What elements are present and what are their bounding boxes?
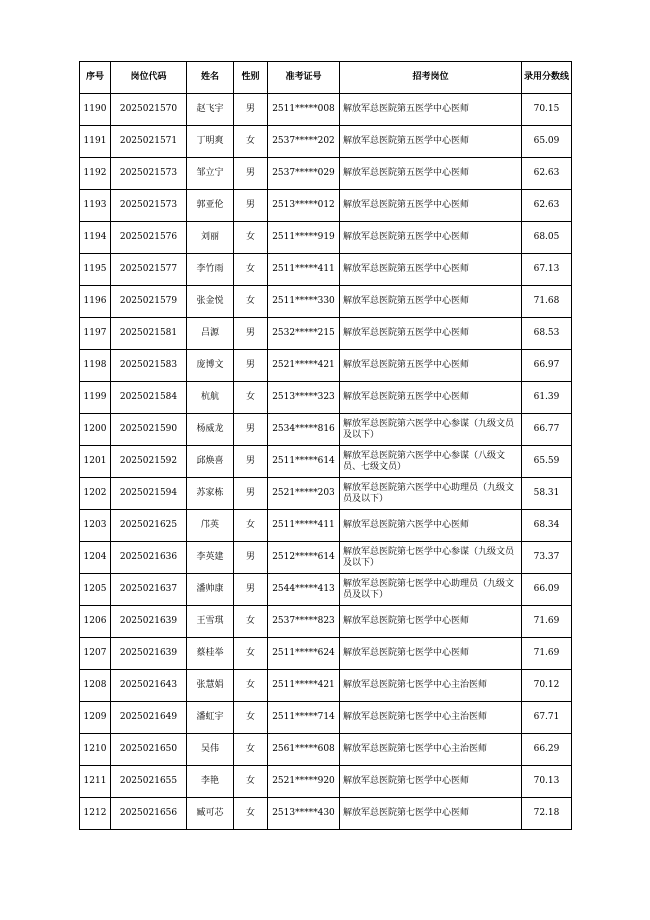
gender-cell: 男 (234, 350, 268, 382)
post-cell: 解放军总医院第七医学中心医师 (340, 606, 522, 638)
exam-id-cell: 2521*****920 (268, 766, 340, 798)
post-cell: 解放军总医院第七医学中心医师 (340, 638, 522, 670)
name-cell: 潘帅康 (187, 574, 234, 606)
name-cell: 吕源 (187, 318, 234, 350)
exam-id-cell: 2511*****624 (268, 638, 340, 670)
name-cell: 潘虹宇 (187, 702, 234, 734)
table-row (80, 798, 572, 830)
name-cell: 庞博文 (187, 350, 234, 382)
table-row (80, 382, 572, 414)
post-cell: 解放军总医院第七医学中心主治医师 (340, 670, 522, 702)
gender-cell: 女 (234, 510, 268, 542)
score-cell: 70.15 (522, 94, 572, 126)
name-cell: 王雪琪 (187, 606, 234, 638)
exam-id-cell: 2511*****330 (268, 286, 340, 318)
name-cell: 杨威龙 (187, 414, 234, 446)
exam-id-cell: 2532*****215 (268, 318, 340, 350)
score-cell: 66.77 (522, 414, 572, 446)
serial-cell: 1203 (80, 510, 111, 542)
score-cell: 68.05 (522, 222, 572, 254)
post-code-cell: 2025021571 (111, 126, 187, 158)
gender-cell: 男 (234, 446, 268, 478)
exam-id-cell: 2513*****323 (268, 382, 340, 414)
post-code-cell: 2025021573 (111, 158, 187, 190)
table-row (80, 702, 572, 734)
score-cell: 67.13 (522, 254, 572, 286)
serial-cell: 1195 (80, 254, 111, 286)
post-code-cell: 2025021581 (111, 318, 187, 350)
gender-cell: 男 (234, 190, 268, 222)
post-code-cell: 2025021594 (111, 478, 187, 510)
table-row (80, 158, 572, 190)
table-row (80, 670, 572, 702)
post-code-cell: 2025021570 (111, 94, 187, 126)
post-cell: 解放军总医院第七医学中心助理员（九级文员及以下） (340, 574, 522, 606)
name-cell: 刘丽 (187, 222, 234, 254)
serial-cell: 1210 (80, 734, 111, 766)
table-row (80, 222, 572, 254)
post-cell: 解放军总医院第五医学中心医师 (340, 254, 522, 286)
header-exam-id: 准考证号 (268, 62, 340, 94)
exam-id-cell: 2511*****411 (268, 254, 340, 286)
table-row (80, 414, 572, 446)
table-row (80, 126, 572, 158)
post-code-cell: 2025021639 (111, 638, 187, 670)
table-row (80, 606, 572, 638)
gender-cell: 女 (234, 638, 268, 670)
serial-cell: 1200 (80, 414, 111, 446)
gender-cell: 男 (234, 414, 268, 446)
post-cell: 解放军总医院第五医学中心医师 (340, 190, 522, 222)
exam-id-cell: 2512*****614 (268, 542, 340, 574)
name-cell: 李艳 (187, 766, 234, 798)
gender-cell: 女 (234, 254, 268, 286)
table-row (80, 254, 572, 286)
serial-cell: 1212 (80, 798, 111, 830)
score-cell: 68.34 (522, 510, 572, 542)
score-cell: 61.39 (522, 382, 572, 414)
table-row (80, 286, 572, 318)
post-code-cell: 2025021579 (111, 286, 187, 318)
post-cell: 解放军总医院第七医学中心医师 (340, 766, 522, 798)
gender-cell: 男 (234, 158, 268, 190)
gender-cell: 女 (234, 734, 268, 766)
post-code-cell: 2025021650 (111, 734, 187, 766)
exam-id-cell: 2537*****202 (268, 126, 340, 158)
name-cell: 李竹雨 (187, 254, 234, 286)
table-row (80, 318, 572, 350)
score-cell: 66.09 (522, 574, 572, 606)
post-cell: 解放军总医院第五医学中心医师 (340, 222, 522, 254)
post-code-cell: 2025021590 (111, 414, 187, 446)
serial-cell: 1196 (80, 286, 111, 318)
post-cell: 解放军总医院第五医学中心医师 (340, 382, 522, 414)
score-cell: 71.69 (522, 638, 572, 670)
post-cell: 解放军总医院第五医学中心医师 (340, 350, 522, 382)
name-cell: 苏家栋 (187, 478, 234, 510)
header-score: 录用分数线 (522, 62, 572, 94)
exam-id-cell: 2511*****714 (268, 702, 340, 734)
serial-cell: 1208 (80, 670, 111, 702)
exam-id-cell: 2537*****029 (268, 158, 340, 190)
exam-id-cell: 2521*****203 (268, 478, 340, 510)
table-row (80, 638, 572, 670)
score-cell: 62.63 (522, 190, 572, 222)
exam-id-cell: 2511*****919 (268, 222, 340, 254)
serial-cell: 1199 (80, 382, 111, 414)
post-code-cell: 2025021583 (111, 350, 187, 382)
name-cell: 张金悦 (187, 286, 234, 318)
gender-cell: 男 (234, 94, 268, 126)
post-code-cell: 2025021649 (111, 702, 187, 734)
post-code-cell: 2025021625 (111, 510, 187, 542)
gender-cell: 女 (234, 222, 268, 254)
name-cell: 丁明爽 (187, 126, 234, 158)
exam-id-cell: 2534*****816 (268, 414, 340, 446)
post-cell: 解放军总医院第五医学中心医师 (340, 94, 522, 126)
header-gender: 性别 (234, 62, 268, 94)
score-cell: 72.18 (522, 798, 572, 830)
name-cell: 郭亚伦 (187, 190, 234, 222)
serial-cell: 1193 (80, 190, 111, 222)
serial-cell: 1197 (80, 318, 111, 350)
post-code-cell: 2025021577 (111, 254, 187, 286)
score-cell: 58.31 (522, 478, 572, 510)
gender-cell: 女 (234, 766, 268, 798)
score-cell: 70.13 (522, 766, 572, 798)
serial-cell: 1192 (80, 158, 111, 190)
table-row (80, 350, 572, 382)
post-cell: 解放军总医院第七医学中心参谋（九级文员及以下） (340, 542, 522, 574)
table-row (80, 766, 572, 798)
exam-id-cell: 2511*****614 (268, 446, 340, 478)
score-cell: 70.12 (522, 670, 572, 702)
serial-cell: 1205 (80, 574, 111, 606)
exam-id-cell: 2513*****012 (268, 190, 340, 222)
gender-cell: 女 (234, 798, 268, 830)
header-post: 招考岗位 (340, 62, 522, 94)
serial-cell: 1202 (80, 478, 111, 510)
score-cell: 67.71 (522, 702, 572, 734)
table-row (80, 510, 572, 542)
serial-cell: 1194 (80, 222, 111, 254)
gender-cell: 男 (234, 542, 268, 574)
name-cell: 张慧娟 (187, 670, 234, 702)
post-cell: 解放军总医院第五医学中心医师 (340, 126, 522, 158)
exam-id-cell: 2544*****413 (268, 574, 340, 606)
serial-cell: 1206 (80, 606, 111, 638)
serial-cell: 1207 (80, 638, 111, 670)
post-code-cell: 2025021573 (111, 190, 187, 222)
post-code-cell: 2025021655 (111, 766, 187, 798)
score-cell: 71.68 (522, 286, 572, 318)
post-code-cell: 2025021576 (111, 222, 187, 254)
exam-id-cell: 2561*****608 (268, 734, 340, 766)
serial-cell: 1191 (80, 126, 111, 158)
exam-id-cell: 2511*****411 (268, 510, 340, 542)
name-cell: 赵飞宇 (187, 94, 234, 126)
header-row (80, 62, 572, 94)
results-table (79, 61, 572, 830)
exam-id-cell: 2511*****421 (268, 670, 340, 702)
post-cell: 解放军总医院第七医学中心医师 (340, 798, 522, 830)
post-code-cell: 2025021656 (111, 798, 187, 830)
gender-cell: 女 (234, 606, 268, 638)
serial-cell: 1190 (80, 94, 111, 126)
gender-cell: 男 (234, 318, 268, 350)
table-row (80, 542, 572, 574)
post-cell: 解放军总医院第七医学中心主治医师 (340, 734, 522, 766)
score-cell: 68.53 (522, 318, 572, 350)
gender-cell: 女 (234, 382, 268, 414)
exam-id-cell: 2513*****430 (268, 798, 340, 830)
score-cell: 62.63 (522, 158, 572, 190)
name-cell: 蔡桂举 (187, 638, 234, 670)
table-row (80, 574, 572, 606)
score-cell: 71.69 (522, 606, 572, 638)
table-row (80, 734, 572, 766)
post-code-cell: 2025021643 (111, 670, 187, 702)
post-cell: 解放军总医院第六医学中心参谋（九级文员及以下） (340, 414, 522, 446)
gender-cell: 女 (234, 126, 268, 158)
table-row (80, 94, 572, 126)
post-code-cell: 2025021584 (111, 382, 187, 414)
serial-cell: 1211 (80, 766, 111, 798)
table-row (80, 478, 572, 510)
header-post-code: 岗位代码 (111, 62, 187, 94)
score-cell: 66.29 (522, 734, 572, 766)
serial-cell: 1201 (80, 446, 111, 478)
post-code-cell: 2025021636 (111, 542, 187, 574)
gender-cell: 女 (234, 286, 268, 318)
score-cell: 73.37 (522, 542, 572, 574)
post-code-cell: 2025021592 (111, 446, 187, 478)
serial-cell: 1209 (80, 702, 111, 734)
gender-cell: 男 (234, 574, 268, 606)
header-serial: 序号 (80, 62, 111, 94)
name-cell: 吴伟 (187, 734, 234, 766)
score-cell: 65.59 (522, 446, 572, 478)
gender-cell: 女 (234, 702, 268, 734)
serial-cell: 1198 (80, 350, 111, 382)
post-cell: 解放军总医院第七医学中心主治医师 (340, 702, 522, 734)
table-row (80, 446, 572, 478)
gender-cell: 女 (234, 670, 268, 702)
header-name: 姓名 (187, 62, 234, 94)
score-cell: 66.97 (522, 350, 572, 382)
post-cell: 解放军总医院第六医学中心参谋（八级文员、七级文员） (340, 446, 522, 478)
exam-id-cell: 2521*****421 (268, 350, 340, 382)
name-cell: 邝英 (187, 510, 234, 542)
name-cell: 邱焕喜 (187, 446, 234, 478)
post-code-cell: 2025021639 (111, 606, 187, 638)
name-cell: 邹立宁 (187, 158, 234, 190)
post-cell: 解放军总医院第五医学中心医师 (340, 286, 522, 318)
exam-id-cell: 2537*****823 (268, 606, 340, 638)
post-code-cell: 2025021637 (111, 574, 187, 606)
name-cell: 李英建 (187, 542, 234, 574)
name-cell: 杭航 (187, 382, 234, 414)
post-cell: 解放军总医院第五医学中心医师 (340, 158, 522, 190)
name-cell: 臧可芯 (187, 798, 234, 830)
score-cell: 65.09 (522, 126, 572, 158)
post-cell: 解放军总医院第六医学中心医师 (340, 510, 522, 542)
post-cell: 解放军总医院第五医学中心医师 (340, 318, 522, 350)
exam-id-cell: 2511*****008 (268, 94, 340, 126)
table-row (80, 190, 572, 222)
gender-cell: 男 (234, 478, 268, 510)
post-cell: 解放军总医院第六医学中心助理员（九级文员及以下） (340, 478, 522, 510)
serial-cell: 1204 (80, 542, 111, 574)
